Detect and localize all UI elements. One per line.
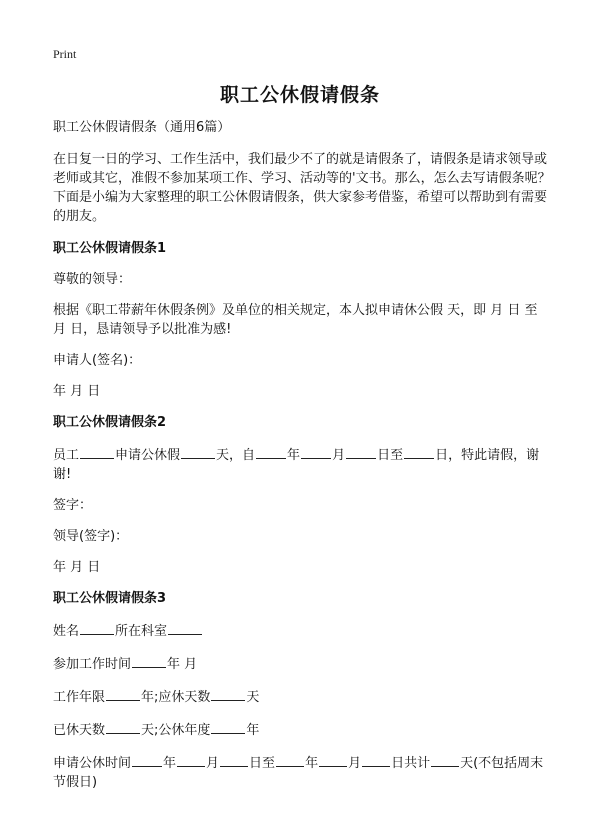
text-segment: 日，特此请假，谢谢! [53,448,540,482]
blank-line [362,752,390,767]
print-label[interactable]: Print [53,47,77,61]
section1-greeting: 尊敬的领导： [53,272,132,287]
blank-line [80,444,114,459]
blank-line [211,719,245,734]
text-segment: 天，自 [216,448,256,463]
section3-heading: 职工公休假请假条3 [53,591,167,606]
text-segment: 日共计 [391,756,431,771]
blank-line [301,444,331,459]
section2-heading: 职工公休假请假条2 [53,415,167,430]
text-segment: 年 月 [167,657,198,672]
blank-line [132,653,166,668]
blank-line [177,752,205,767]
blank-line [211,686,245,701]
text-segment: 年 [163,756,177,771]
section2-body [53,444,552,484]
blank-line [276,752,304,767]
section2-sign: 签字： [53,498,93,513]
blank-line [106,686,140,701]
blank-line [80,620,114,635]
section1-date: 年 月 日 [53,384,101,399]
blank-line [132,752,162,767]
text-segment: 天(不包括周末节假日) [53,756,544,790]
intro-paragraph: 在日复一日的学习、工作生活中，我们最少不了的就是请假条了，请假条是请求领导或老师或其它，准假不参加某项工作、学习、活动等的'文书。那么，怎么去写请假条呢？下面是小编为大家整理的职工公休假请假条，供大家参考借鉴，希望可以帮助到有需要的朋友。 [53,152,551,224]
text-segment: 年 [246,723,260,738]
document-body [53,118,552,804]
text-segment: 姓名 [53,624,80,639]
text-segment: 申请公休时间 [53,756,132,771]
blank-line [181,444,215,459]
blank-line [256,444,286,459]
section2-date: 年 月 日 [53,560,101,575]
blank-line [346,444,376,459]
text-segment: 月 [348,756,362,771]
text-segment: 所在科室 [115,624,168,639]
section3-line-work-start [53,653,552,674]
section3-line-name [53,620,552,641]
text-segment: 参加工作时间 [53,657,132,672]
text-segment: 月 [332,448,346,463]
blank-line [220,752,248,767]
section1-body: 根据《职工带薪年休假条例》及单位的相关规定，本人拟申请休公假 天，即 月 日 至 月 日，恳请领导予以批准为感! [53,303,538,337]
text-segment: 员工 [53,448,80,463]
text-segment: 天;公休年度 [141,723,211,738]
section1-heading: 职工公休假请假条1 [53,241,167,256]
text-segment: 申请公休假 [115,448,181,463]
blank-line [431,752,459,767]
section3-line-work-years [53,686,552,707]
section3-line-request-period [53,752,552,792]
text-segment: 日至 [249,756,276,771]
text-segment: 年 [287,448,301,463]
document-subtitle: 职工公休假请假条（通用6篇） [53,120,231,135]
section2-leader-sign: 领导(签字)： [53,529,129,544]
blank-line [319,752,347,767]
blank-line [168,620,202,635]
text-segment: 年 [305,756,319,771]
text-segment: 年;应休天数 [141,690,211,705]
text-segment: 天 [246,690,260,705]
text-segment: 日至 [377,448,404,463]
text-segment: 已休天数 [53,723,106,738]
document-title: 职工公休假请假条 [219,84,380,106]
section3-line-used-days [53,719,552,740]
blank-line [404,444,434,459]
text-segment: 工作年限 [53,690,106,705]
text-segment: 月 [206,756,220,771]
section1-applicant: 申请人(签名)： [53,353,142,368]
blank-line [106,719,140,734]
